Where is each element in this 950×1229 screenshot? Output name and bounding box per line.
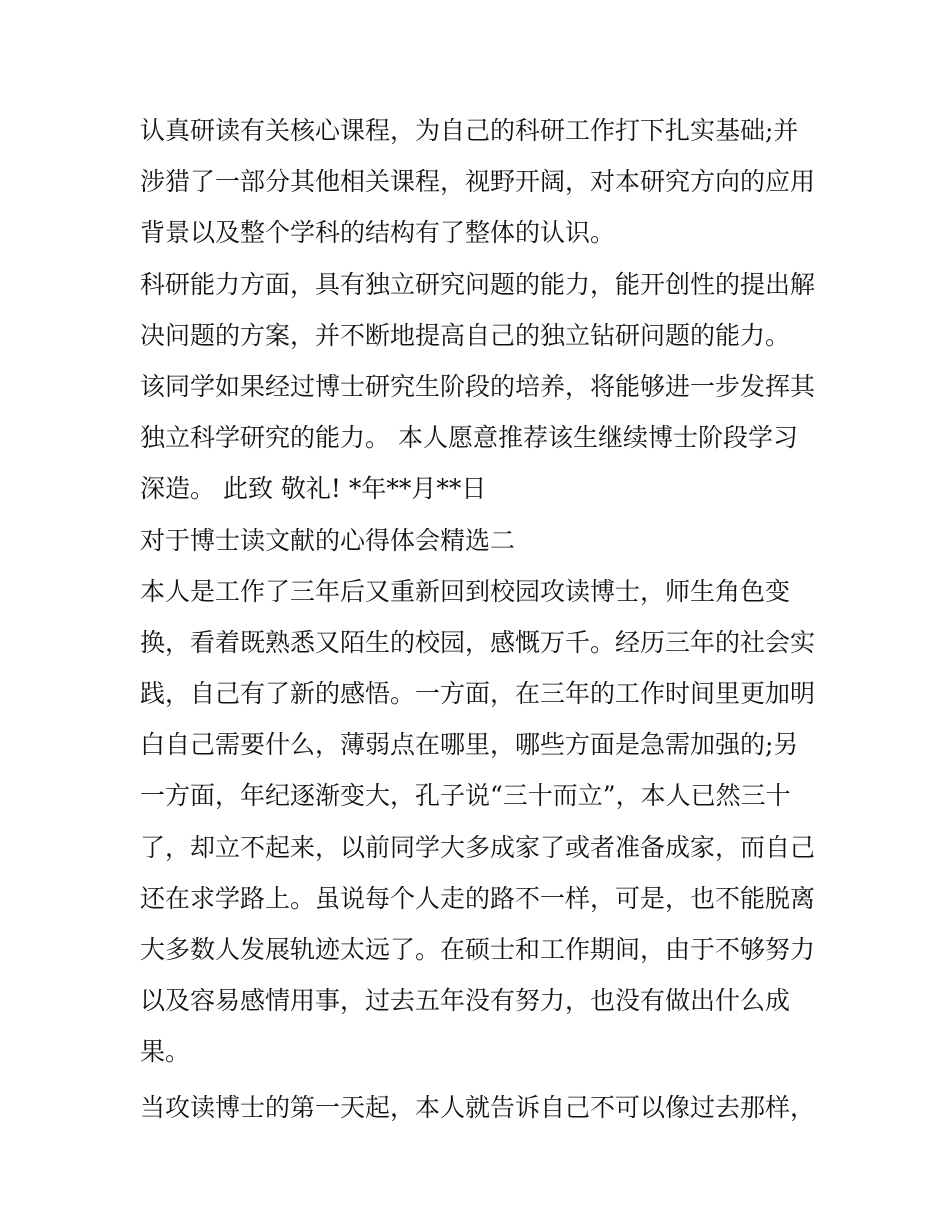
text-line: 决问题的方案，并不断地提高自己的独立钻研问题的能力。 <box>140 320 791 350</box>
text-line: 当攻读博士的第一天起，本人就告诉自己不可以像过去那样， <box>140 1092 816 1122</box>
text-line: 果。 <box>140 1037 191 1067</box>
text-line: 背景以及整个学科的结构有了整体的认识。 <box>140 218 616 248</box>
text-line: 以及容易感情用事，过去五年没有努力，也没有做出什么成 <box>140 986 791 1016</box>
text-line: 白自己需要什么，薄弱点在哪里，哪些方面是急需加强的;另 <box>140 730 799 760</box>
text-line: 换，看着既熟悉又陌生的校园，感慨万千。经历三年的社会实 <box>140 627 816 657</box>
text-line: 该同学如果经过博士研究生阶段的培养，将能够进一步发挥其 <box>140 371 816 401</box>
text-line: 涉猎了一部分其他相关课程，视野开阔，对本研究方向的应用 <box>140 167 816 197</box>
text-line: 科研能力方面，具有独立研究问题的能力，能开创性的提出解 <box>140 269 816 299</box>
text-line: 大多数人发展轨迹太远了。在硕士和工作期间，由于不够努力 <box>140 935 816 964</box>
text-line: 独立科学研究的能力。 本人愿意推荐该生继续博士阶段学习 <box>140 423 798 453</box>
text-line: 本人是工作了三年后又重新回到校园攻读博士，师生角色变 <box>140 576 791 606</box>
text-line: 还在求学路上。虽说每个人走的路不一样，可是，也不能脱离 <box>140 883 816 913</box>
document-body <box>140 105 820 1133</box>
text-line: 践，自己有了新的感悟。一方面，在三年的工作时间里更加明 <box>140 679 816 709</box>
text-line: 了，却立不起来，以前同学大多成家了或者准备成家，而自己 <box>140 832 816 862</box>
section-heading: 对于博士读文献的心得体会精选二 <box>140 525 516 555</box>
text-line: 认真研读有关核心课程，为自己的科研工作打下扎实基础;并 <box>140 116 799 145</box>
text-line: 一方面，年纪逐渐变大，孔子说“三十而立”，本人已然三十 <box>140 781 791 811</box>
text-line: 深造。 此致 敬礼! *年**月**日 <box>140 474 487 504</box>
